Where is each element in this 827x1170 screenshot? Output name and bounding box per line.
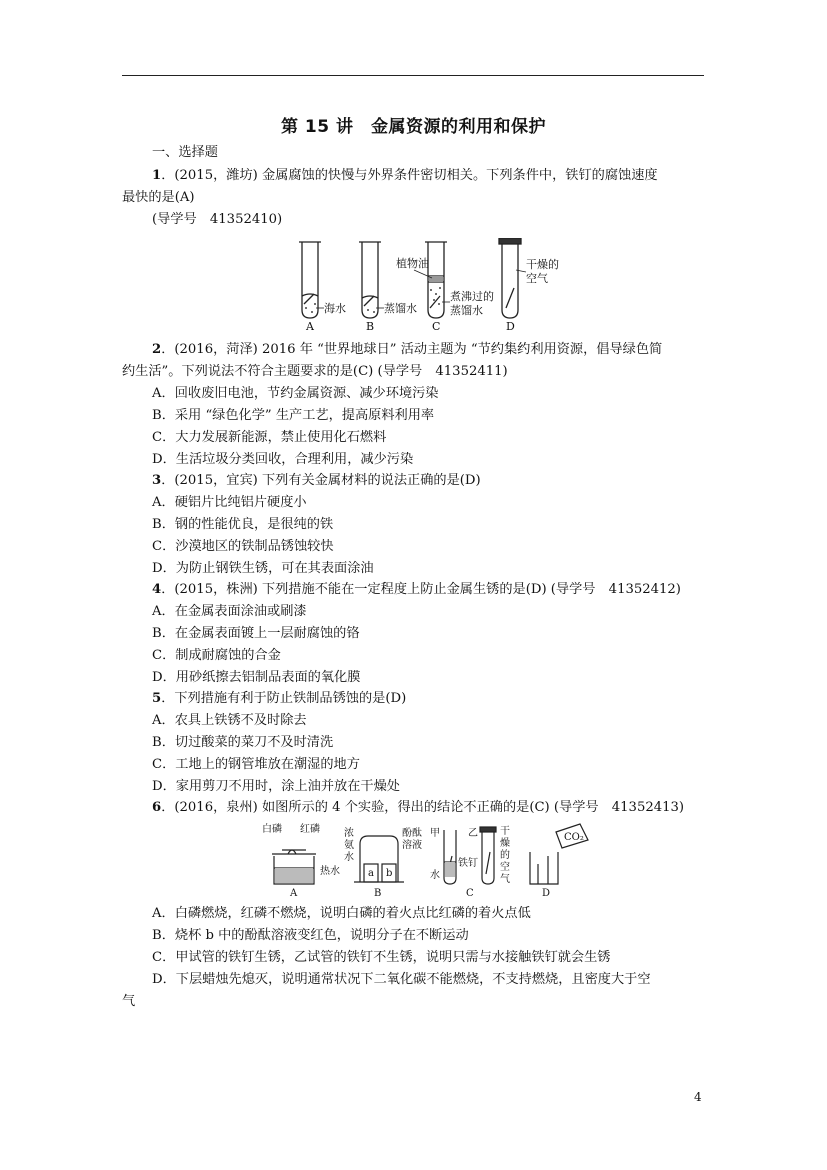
option-d: D．生活垃圾分类回收，合理利用，减少污染 [152, 452, 414, 467]
tube-label-c: C [432, 320, 441, 332]
label-seawater: 海水 [324, 302, 346, 315]
label-phenolphthalein: 酚酞 [402, 828, 422, 839]
option-b: B．钢的性能优良，是很纯的铁 [152, 517, 334, 532]
option-d: D．下层蜡烛先熄灭，说明通常状况下二氧化碳不能燃烧，不支持燃烧，且密度大于空 [152, 972, 651, 987]
svg-text:空: 空 [500, 862, 510, 873]
svg-text:B: B [374, 888, 382, 898]
option-b: B．采用 “绿色化学” 生产工艺，提高原料利用率 [152, 408, 435, 423]
section-heading: 一、选择题 [152, 145, 218, 160]
label-vegetable-oil: 植物油 [396, 257, 429, 270]
option-b: B．烧杯 b 中的酚酞溶液变红色，说明分子在不断运动 [152, 928, 469, 943]
header-rule [122, 75, 704, 76]
svg-text:C: C [466, 888, 474, 898]
label-iron-nail: 铁钉 [458, 858, 478, 869]
page-title: 第 15 讲 金属资源的利用和保护 [281, 117, 546, 137]
question-2-line2: 约生活”。下列说法不符合主题要求的是(C) (导学号 41352411) [122, 364, 508, 379]
label-water: 水 [430, 870, 440, 881]
option-d-continued: 气 [122, 994, 136, 1009]
svg-text:气: 气 [500, 874, 510, 885]
option-d: D．家用剪刀不用时，涂上油并放在干燥处 [152, 779, 400, 794]
question-3: 3．(2015，宜宾) 下列有关金属材料的说法正确的是(D) [152, 473, 481, 488]
question-2: 2．(2016，菏泽) 2016 年 “世界地球日” 活动主题为 “节约集约利用资源，倡导绿色简 [152, 342, 663, 357]
beaker-b-label: b [386, 868, 393, 879]
tube-label-d: D [506, 320, 515, 332]
label-boiled: 煮沸过的 [450, 290, 494, 303]
option-a: A．硬铝片比纯铝片硬度小 [152, 495, 307, 510]
beaker-a-label: a [368, 868, 374, 879]
option-c: C．工地上的钢管堆放在潮湿的地方 [152, 757, 360, 772]
question-6: 6．(2016，泉州) 如图所示的 4 个实验，得出的结论不正确的是(C) (导学号 41352413) [152, 800, 685, 815]
question-1: 1．(2015，潍坊) 金属腐蚀的快慢与外界条件密切相关。下列条件中，铁钉的腐蚀速度 [152, 168, 658, 183]
question-1-ref: (导学号 41352410) [152, 212, 283, 227]
question-4: 4．(2015，株洲) 下列措施不能在一定程度上防止金属生锈的是(D) (导学号 41352412) [152, 582, 681, 597]
question-1-line2: 最快的是(A) [122, 190, 195, 205]
option-a: A．白磷燃烧，红磷不燃烧，说明白磷的着火点比红磷的着火点低 [152, 906, 531, 921]
label-air: 空气 [526, 272, 548, 285]
option-c: C．沙漠地区的铁制品锈蚀较快 [152, 539, 334, 554]
svg-text:燥: 燥 [500, 838, 510, 849]
figure-test-tubes [290, 238, 570, 332]
label-boiled-water: 蒸馏水 [450, 304, 483, 317]
label-dry: 干燥的 [526, 258, 559, 271]
option-c: C．甲试管的铁钉生锈，乙试管的铁钉不生锈，说明只需与水接触铁钉就会生锈 [152, 950, 611, 965]
svg-text:A: A [290, 888, 298, 898]
label-jia: 甲 [430, 828, 440, 839]
svg-text:溶液: 溶液 [402, 840, 422, 851]
question-number: 1 [152, 168, 162, 183]
option-c: C．制成耐腐蚀的合金 [152, 648, 281, 663]
figure-four-experiments [262, 822, 596, 898]
tube-label-b: B [366, 320, 375, 332]
label-distilled-water: 蒸馏水 [384, 302, 417, 315]
svg-text:D: D [542, 888, 551, 898]
page-number: 4 [694, 1090, 702, 1104]
option-b: B．切过酸菜的菜刀不及时清洗 [152, 735, 334, 750]
label-red-phosphorus: 红磷 [300, 824, 320, 835]
label-yi: 乙 [468, 828, 478, 839]
tube-label-a: A [306, 320, 314, 332]
option-a: A．回收废旧电池，节约金属资源、减少环境污染 [152, 386, 439, 401]
svg-text:氨: 氨 [344, 840, 354, 851]
label-hot-water: 热水 [320, 866, 340, 877]
option-c: C．大力发展新能源，禁止使用化石燃料 [152, 430, 387, 445]
option-d: D．为防止钢铁生锈，可在其表面涂油 [152, 561, 374, 576]
svg-text:干: 干 [500, 826, 510, 837]
option-a: A．农具上铁锈不及时除去 [152, 713, 307, 728]
option-b: B．在金属表面镀上一层耐腐蚀的铬 [152, 626, 360, 641]
option-a: A．在金属表面涂油或刷漆 [152, 604, 307, 619]
svg-text:水: 水 [344, 852, 354, 863]
option-d: D．用砂纸擦去铝制品表面的氧化膜 [152, 670, 361, 685]
question-5: 5．下列措施有利于防止铁制品锈蚀的是(D) [152, 691, 407, 706]
label-co2: CO₂ [564, 832, 584, 843]
svg-text:的: 的 [500, 850, 510, 861]
label-white-phosphorus: 白磷 [262, 824, 282, 835]
svg-text:浓: 浓 [344, 828, 354, 839]
